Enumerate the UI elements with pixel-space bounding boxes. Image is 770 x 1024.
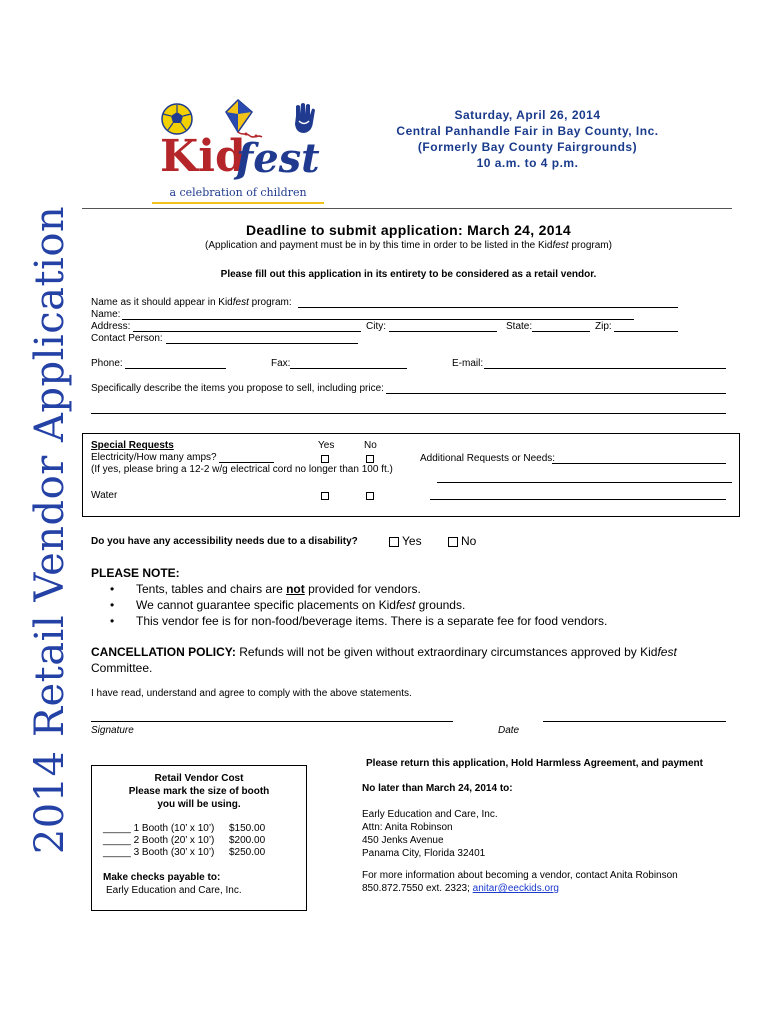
instruction-text: Please fill out this application in its entirety to be considered as a retail vendor.	[220, 269, 597, 280]
booth-price-2: $200.00	[229, 835, 266, 846]
header-divider	[82, 208, 732, 209]
items-field[interactable]	[386, 393, 726, 394]
return-address-2: Attn: Anita Robinson	[362, 822, 453, 833]
accessibility-no-label: No	[461, 534, 477, 548]
return-address-4: Panama City, Florida 32401	[362, 848, 486, 859]
city-label: City:	[366, 321, 386, 332]
state-field[interactable]	[532, 331, 590, 332]
booth-option-3[interactable]: _____ 3 Booth (30’ x 10’)	[103, 847, 215, 858]
booth-option-1[interactable]: _____ 1 Booth (10’ x 10’)	[103, 823, 215, 834]
checks-payable-to: Early Education and Care, Inc.	[106, 885, 242, 896]
side-title: 2014 Retail Vendor Application	[27, 205, 73, 855]
cost-box-title-1: Retail Vendor Cost	[154, 773, 244, 784]
accessibility-question: Do you have any accessibility needs due to a disability?	[91, 536, 358, 547]
event-former-name: (Formerly Bay County Fairgrounds)	[417, 140, 638, 154]
additional-requests-field-line-2[interactable]	[437, 482, 732, 483]
kidfest-logo	[150, 98, 330, 208]
special-requests-title: Special Requests	[91, 440, 174, 451]
contact-field[interactable]	[166, 343, 358, 344]
please-note-title: PLEASE NOTE:	[91, 566, 180, 580]
additional-requests-label: Additional Requests or Needs:	[420, 453, 556, 464]
yes-column-label: Yes	[318, 440, 335, 451]
return-address	[362, 808, 498, 860]
additional-requests-field-line-3[interactable]	[430, 499, 726, 500]
contact-info: 850.872.7550 ext. 2323; anitar@eeckids.org	[362, 883, 559, 894]
cancellation-policy-line-2: Committee.	[91, 661, 153, 675]
fax-field[interactable]	[290, 368, 407, 369]
date-field[interactable]	[543, 721, 726, 722]
city-field[interactable]	[389, 331, 497, 332]
phone-field[interactable]	[125, 368, 226, 369]
accessibility-no-checkbox[interactable]	[448, 537, 458, 547]
agreement-text: I have read, understand and agree to comply with the above statements.	[91, 688, 412, 699]
special-requests-box	[82, 433, 740, 517]
logo-underline	[152, 202, 324, 204]
name-label: Name:	[91, 309, 121, 320]
electricity-yes-checkbox[interactable]	[321, 455, 329, 463]
booth-option-2[interactable]: _____ 2 Booth (20’ x 10’)	[103, 835, 215, 846]
no-column-label: No	[364, 440, 377, 451]
email-field[interactable]	[484, 368, 726, 369]
event-time: 10 a.m. to 4 p.m.	[476, 156, 579, 170]
cord-note: (If yes, please bring a 12-2 w/g electrical cord no longer than 100 ft.)	[91, 464, 393, 475]
event-date: Saturday, April 26, 2014	[454, 108, 601, 122]
event-info	[380, 107, 675, 171]
accessibility-yes-checkbox[interactable]	[389, 537, 399, 547]
contact-email-link[interactable]: anitar@eeckids.org	[472, 883, 559, 894]
signature-field[interactable]	[91, 721, 453, 722]
fax-label: Fax:	[271, 358, 291, 369]
cost-box-title	[91, 772, 307, 811]
cost-box-title-3: you will be using.	[157, 799, 241, 810]
booth-price-1: $150.00	[229, 823, 266, 834]
signature-label: Signature	[91, 725, 134, 736]
water-yes-checkbox[interactable]	[321, 492, 329, 500]
return-address-3: 450 Jenks Avenue	[362, 835, 444, 846]
address-label: Address:	[91, 321, 131, 332]
zip-label: Zip:	[595, 321, 612, 332]
phone-label: Phone:	[91, 358, 123, 369]
name-field[interactable]	[122, 319, 634, 320]
checks-payable-label: Make checks payable to:	[103, 872, 221, 883]
deadline-note: (Application and payment must be in by this time in order to be listed in the Kidfest program)	[205, 240, 612, 251]
return-heading: Please return this application, Hold Harmless Agreement, and payment	[366, 758, 703, 769]
logo-tagline: a celebration of children	[169, 186, 307, 199]
address-field[interactable]	[133, 331, 361, 332]
date-label: Date	[498, 725, 520, 736]
program-name-label: Name as it should appear in Kidfest program:	[91, 297, 292, 308]
items-field-line-2[interactable]	[91, 413, 726, 414]
program-name-field[interactable]	[298, 307, 678, 308]
more-info-text: For more information about becoming a vendor, contact Anita Robinson	[362, 870, 678, 881]
electricity-no-checkbox[interactable]	[366, 455, 374, 463]
hand-icon	[290, 102, 320, 136]
accessibility-yes-label: Yes	[402, 534, 422, 548]
additional-requests-field[interactable]	[552, 463, 726, 464]
cancellation-policy: CANCELLATION POLICY: Refunds will not be given without extraordinary circumstances approved by Kidfest	[91, 645, 677, 659]
logo-fest-text: fest	[236, 135, 320, 182]
contact-label: Contact Person:	[91, 333, 163, 344]
cost-box-title-2: Please mark the size of booth	[128, 786, 270, 797]
booth-price-3: $250.00	[229, 847, 266, 858]
amps-field[interactable]	[219, 462, 274, 463]
water-label: Water	[91, 490, 118, 501]
water-no-checkbox[interactable]	[366, 492, 374, 500]
state-label: State:	[506, 321, 533, 332]
deadline-heading: Deadline to submit application: March 24, 2014	[246, 222, 571, 238]
return-address-1: Early Education and Care, Inc.	[362, 809, 498, 820]
no-later-than: No later than March 24, 2014 to:	[362, 783, 513, 794]
email-label: E-mail:	[452, 358, 484, 369]
logo-kid-text: Kid	[160, 131, 246, 182]
electricity-label: Electricity/How many amps?	[91, 452, 217, 463]
zip-field[interactable]	[614, 331, 678, 332]
event-venue: Central Panhandle Fair in Bay County, Inc.	[396, 124, 659, 138]
items-label: Specifically describe the items you propose to sell, including price:	[91, 383, 384, 394]
